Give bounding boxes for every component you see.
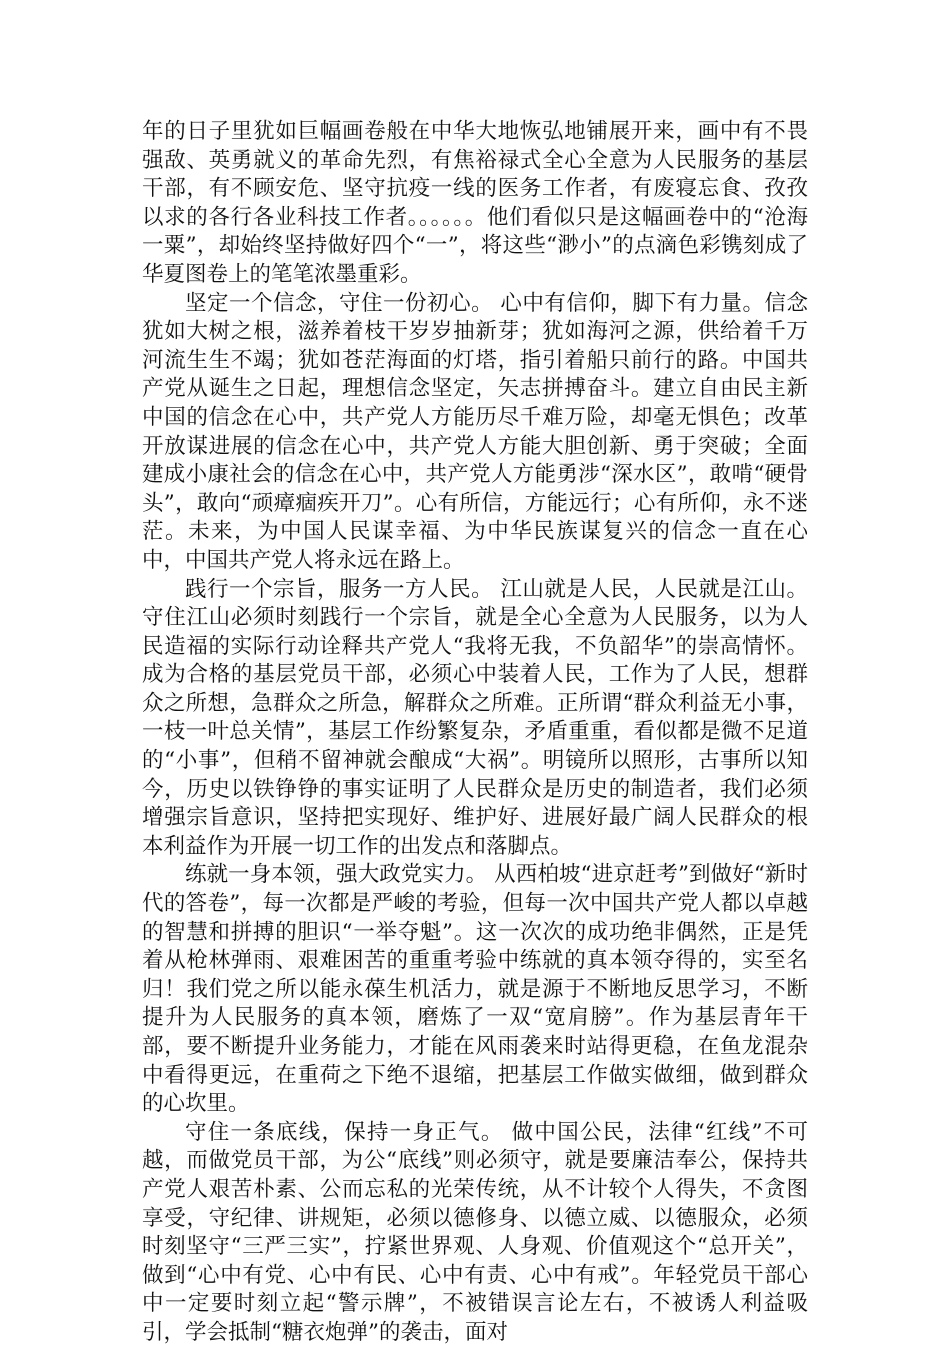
paragraph-skills: 练就一身本领，强大政党实力。 从西柏坡“进京赶考”到做好“新时代的答卷”，每一次都是严峻的考验，但每一次中国共产党人都以卓越的智慧和拼搏的胆识“一举夺魁”。这一次次的成功绝非偶然，正是凭着从枪林弹雨、艰难困苦的重重考验中练就的真本领夺得的，实至名归！我们党之所以能永葆生机活力，就是源于不断地反思学习，不断提升为人民服务的真本领，磨炼了一双“宽肩膀”。作为基层青年干部，要不断提升业务能力，才能在风雨袭来时站得更稳，在鱼龙混杂中看得更远，在重荷之下绝不退缩，把基层工作做实做细，做到群众的心坎里。 [142,862,808,1117]
paragraph-belief: 坚定一个信念，守住一份初心。 心中有信仰，脚下有力量。信念犹如大树之根，滋养着枝干岁岁抽新芽；犹如海河之源，供给着千万河流生生不竭；犹如苍茫海面的灯塔，指引着船只前行的路。中国共产党从诞生之日起，理想信念坚定，矢志拼搏奋斗。建立自由民主新中国的信念在心中，共产党人方能历尽千难万险，却毫无惧色；改革开放谋进展的信念在心中，共产党人方能大胆创新、勇于突破；全面建成小康社会的信念在心中，共产党人方能勇涉“深水区”，敢啃“硬骨头”，敢向“顽瘴痼疾开刀”。心有所信，方能远行；心有所仰，永不迷茫。未来，为中国人民谋幸福、为中华民族谋复兴的信念一直在心中，中国共产党人将永远在路上。 [142,290,808,573]
paragraph-continuation: 年的日子里犹如巨幅画卷般在中华大地恢弘地铺展开来，画中有不畏强敌、英勇就义的革命先烈，有焦裕禄式全心全意为人民服务的基层干部，有不顾安危、坚守抗疫一线的医务工作者，有废寝忘食、孜孜以求的各行各业科技工作者。。。。。。他们看似只是这幅画卷中的“沧海一粟”，却始终坚持做好四个“一”，将这些“渺小”的点滴色彩镌刻成了华夏图卷上的笔笔浓墨重彩。 [142,119,808,287]
document-page [142,118,808,1348]
paragraph-purpose: 践行一个宗旨，服务一方人民。 江山就是人民，人民就是江山。守住江山必须时刻践行一个宗旨，就是全心全意为人民服务，以为人民造福的实际行动诠释共产党人“我将无我，不负韶华”的崇高情怀。成为合格的基层党员干部，必须心中装着人民，工作为了人民，想群众之所想，急群众之所急，解群众之所难。正所谓“群众利益无小事，一枝一叶总关情”，基层工作纷繁复杂，矛盾重重，看似都是微不足道的“小事”，但稍不留神就会酿成“大祸”。明镜所以照形，古事所以知今，历史以铁铮铮的事实证明了人民群众是历史的制造者，我们必须增强宗旨意识，坚持把实现好、维护好、进展好最广阔人民群众的根本利益作为开展一切工作的出发点和落脚点。 [142,576,808,859]
paragraph-bottom-line: 守住一条底线，保持一身正气。 做中国公民，法律“红线”不可越，而做党员干部，为公“底线”则必须守，就是要廉洁奉公，保持共产党人艰苦朴素、公而忘私的光荣传统，从不计较个人得失，不贪图享受，守纪律、讲规矩，必须以德修身、以德立威、以德服众，必须时刻坚守“三严三实”，拧紧世界观、人身观、价值观这个“总开关”，做到“心中有党、心中有民、心中有责、心中有戒”。年轻党员干部心中一定要时刻立起“警示牌”，不被错误言论左右，不被诱人利益吸引，学会抵制“糖衣炮弹”的袭击，面对 [142,1119,808,1345]
